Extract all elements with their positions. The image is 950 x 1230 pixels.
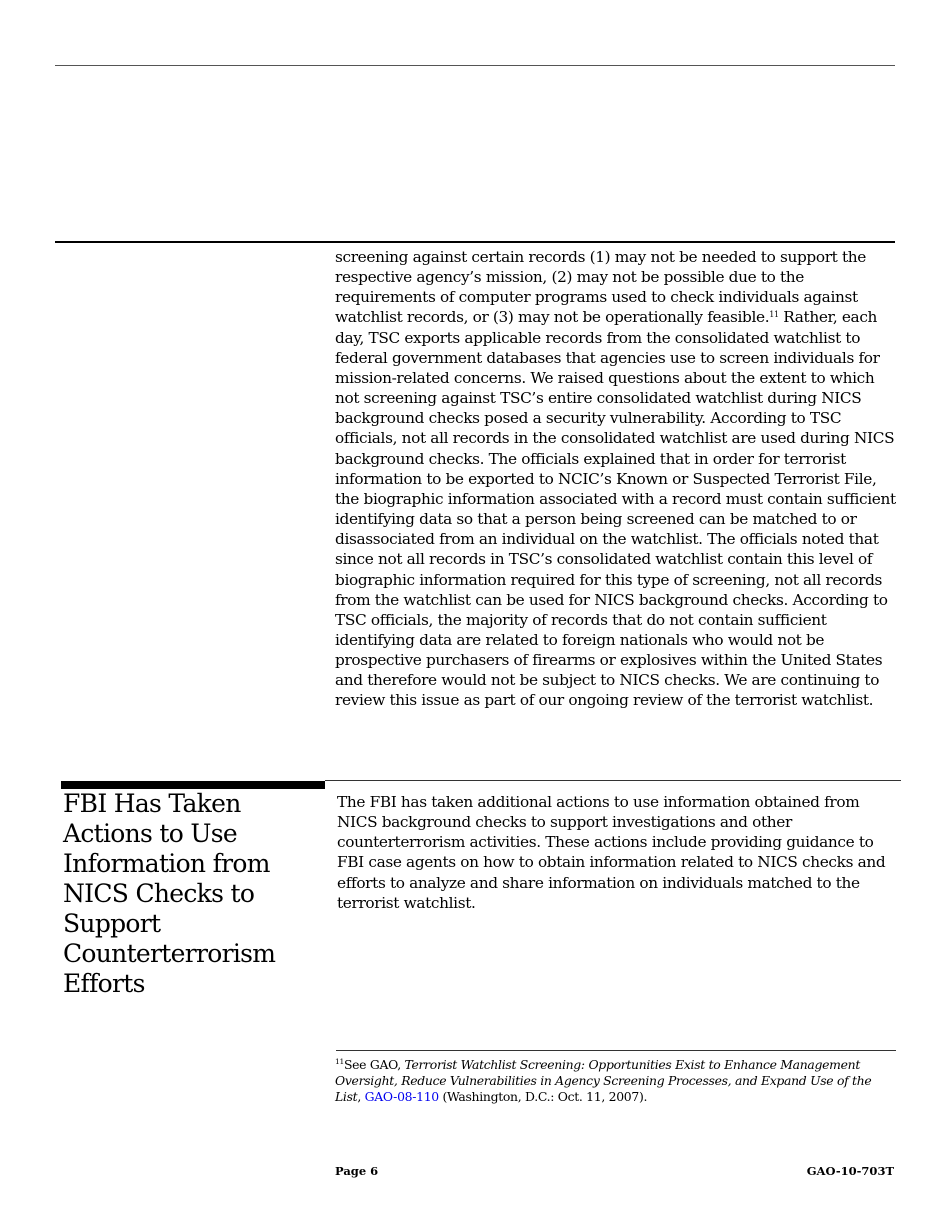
footnote [335, 1057, 900, 1104]
footnote-suffix: (Washington, D.C.: Oct. 11, 2007). [438, 1088, 648, 1104]
footnote-divider [336, 1050, 896, 1051]
footnote-number: 11 [335, 1057, 344, 1066]
section-heading: FBI Has Taken Actions to Use Information from NICS Checks to Support Counterterrorism Efforts [63, 789, 276, 998]
footnote-reference[interactable]: 11 [769, 310, 779, 320]
heading-rule [325, 780, 901, 781]
paragraph-text: Rather, each day, TSC exports applicable records from the consolidated watchlist to federal government databases that agencies use to screen individuals for mission-related concerns. We raised questions about the extent to which not screening against TSC’s entire consolidated watchlist during NICS background checks posed a security vulnerability. According to TSC officials, not all records in the consolidated watchlist are used during NICS background checks. The officials explained that in order for terrorist information to be exported to NCIC’s Known or Suspected Terrorist File, the biographic information associated with a record must contain sufficient identifying data so that a person being screened can be matched to or disassociated from an individual on the watchlist. The officials noted that since not all records in TSC’s consolidated watchlist contain this level of biographic information required for this type of screening, not all records from the watchlist can be used for NICS background checks. According to TSC officials, the majority of records that do not contain sufficient identifying data are related to foreign nationals who would not be prospective purchasers of firearms or explosives within the United States and therefore would not be subject to NICS checks. We are continuing to review this issue as part of our ongoing review of the terrorist watchlist. [335, 308, 896, 710]
heading-bar [61, 781, 325, 789]
section-paragraph: The FBI has taken additional actions to use information obtained from NICS background checks to support investigations and other counterterrorism activities. These actions include providing guidance to FBI case agents on how to obtain information related to NICS checks and efforts to analyze and share information on individuals matched to the terrorist watchlist. [337, 793, 886, 912]
section-divider [55, 241, 895, 243]
body-paragraph-continued [335, 247, 900, 711]
footnote-report-title: Terrorist Watchlist Screening: Opportunities Exist to Enhance Management Oversight, Reduce Vulnerabilities in Agency Screening Processes, and Expand Use of the List [335, 1057, 872, 1104]
header-rule [55, 65, 895, 66]
paragraph-text: screening against certain records (1) may not be needed to support the respective agency’s mission, (2) may not be possible due to the requirements of computer programs used to check individuals against watchlist records, or (3) may not be operationally feasible. [335, 248, 866, 327]
footnote-report-link[interactable]: GAO-08-110 [364, 1088, 439, 1104]
page-number: Page 6 [335, 1164, 379, 1178]
footnote-prefix: See GAO, [343, 1057, 405, 1072]
footnote-separator: , [357, 1088, 365, 1104]
report-number: GAO-10-703T [806, 1164, 894, 1178]
